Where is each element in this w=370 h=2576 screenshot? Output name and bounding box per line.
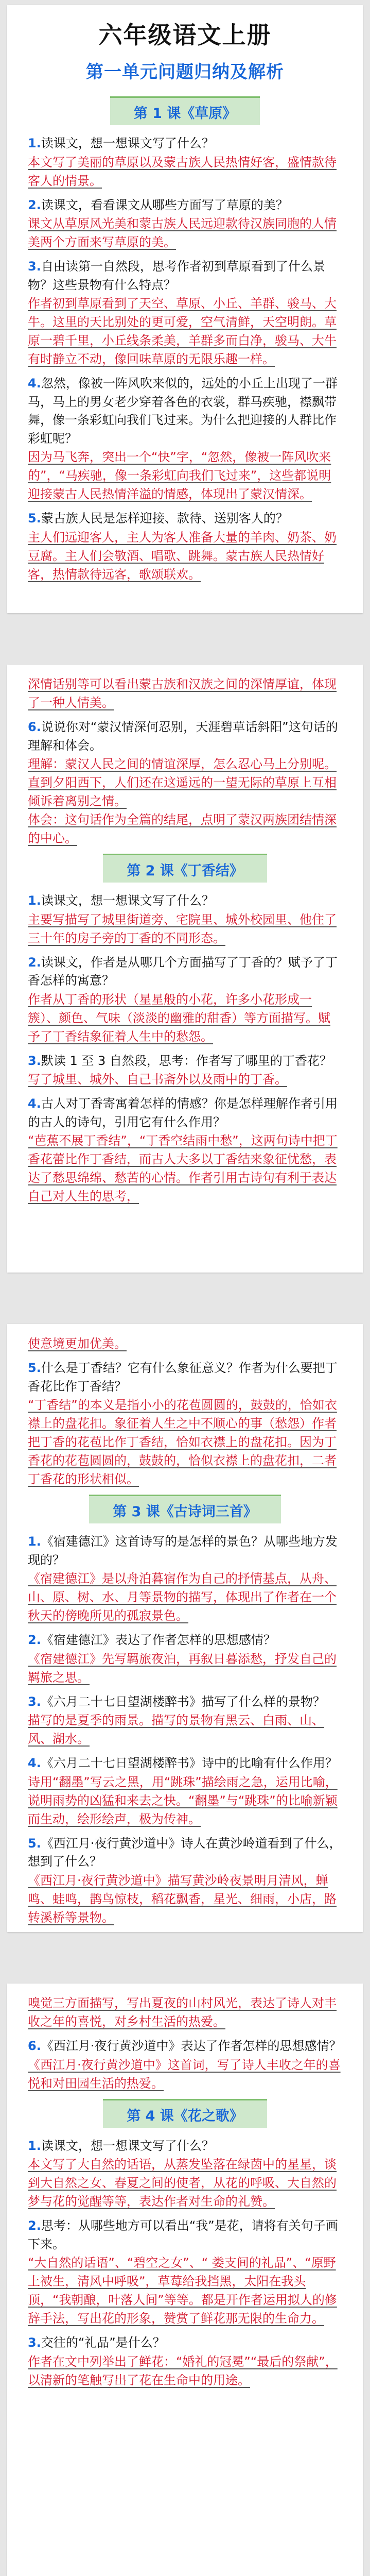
question: [28, 258, 342, 294]
lesson-title: 第 3 课《古诗词三首》: [89, 1495, 281, 1523]
question: [28, 1359, 342, 1396]
answer: 课文从草原风光美和蒙古族人民远迎款待汉族同胞的人情美两个方面来写草原的美。: [28, 216, 337, 250]
answer: 作者初到草原看到了天空、草原、小丘、羊群、骏马、大牛。这里的天比别处的更可爱，空气清鲜，天空明朗。草原一碧千里，小丘线条柔美，羊群多而白净，骏马、大牛有时静立不动，像回味草原的无限乐趣一样。: [28, 296, 337, 367]
answer: 作者从丁香的形状（星星般的小花，许多小花形成一簇）、颜色、气味（淡淡的幽雅的甜香）等方面描写。赋予了丁香结象征着人生中的愁怨。: [28, 992, 330, 1044]
question-text: 古人对丁香寄寓着怎样的情感？你是怎样理解作者引用的古人的诗句，引用它有什么作用？: [28, 1096, 338, 1129]
question-number: 3.: [28, 1053, 41, 1068]
page-2: [7, 665, 363, 1273]
question-number: 6.: [28, 720, 41, 734]
question-text: 自由读第一自然段，思考作者初到草原看到了什么景物？这些景物有什么特点？: [28, 259, 325, 292]
question-text: 《六月二十七日望湖楼醉书》描写了什么样的景物？: [41, 1694, 325, 1709]
question-text: 读课文，作者是从哪几个方面描写了丁香的？赋予了丁香怎样的寓意？: [28, 955, 338, 988]
question: [28, 1095, 342, 1131]
answer: “芭蕉不展丁香结”，“丁香空结雨中愁”，这两句诗中把丁香花蕾比作丁香结，而古人大多以丁香结来象征忧愁，表达了愁思绵绵、愁苦的心情。作者引用古诗句有利于表达自己对人生的思考，: [28, 1133, 338, 1204]
question: [28, 2217, 342, 2253]
answer: 主要写描写了城里街道旁、宅院里、城外校园里、他住了三十年的房子旁的丁香的不同形态。: [28, 912, 337, 945]
question: [28, 2137, 342, 2156]
answer: 因为马飞奔，突出一个“快”字，“忽然，像被一阵风吹来的”，“马疾驰，像一条彩虹向我们飞过来”，这些都说明迎接蒙古人民热情洋溢的情感，体现出了蒙汉情深。: [28, 450, 331, 502]
question-text: 读课文，想一想课文写了什么？: [41, 893, 214, 908]
answer: 写了城里、城外、自己书斋外以及雨中的丁香。: [28, 1072, 287, 1087]
question-number: 1.: [28, 893, 41, 908]
question-number: 2.: [28, 197, 41, 212]
answer: 《西江月·夜行黄沙道中》描写黄沙岭夜景明月清风，蝉鸣、蛙鸣，鹊鸟惊枝，稻花飘香，星光、细雨，小店，路转溪桥等景物。: [28, 1873, 337, 1925]
question-number: 2.: [28, 2218, 41, 2233]
answer: 《西江月·夜行黄沙道中》这首词，写了诗人丰收之年的喜悦和对田园生活的热爱。: [28, 2057, 341, 2091]
question-number: 3.: [28, 259, 41, 274]
question-number: 5.: [28, 1361, 41, 1375]
lesson-title: 第 4 课《花之歌》: [103, 2099, 267, 2128]
question: [28, 375, 342, 448]
question: [28, 2037, 342, 2056]
question-text: 读课文，想一想课文写了什么？: [41, 2138, 214, 2153]
question-number: 4.: [28, 376, 41, 391]
question: [28, 1693, 342, 1711]
question-number: 5.: [28, 1836, 41, 1851]
question-text: 读课文，看看课文从哪些方面写了草原的美？: [41, 197, 288, 212]
question-text: 蒙古族人民是怎样迎接、款待、送别客人的？: [41, 511, 288, 526]
question: [28, 1754, 342, 1773]
question: [28, 196, 342, 215]
question: [28, 954, 342, 990]
answer: 诗用“翻墨”写云之黑，用“跳珠”描绘雨之急，运用比喻，说明雨势的凶猛和来去之快。“翻墨”与“跳珠”的比喻新颖而生动，绘形绘声，极为传神。: [28, 1774, 338, 1826]
question-number: 1.: [28, 2138, 41, 2153]
lesson-title: 第 1 课《草原》: [110, 96, 260, 125]
question-text: 《西江月·夜行黄沙道中》诗人在黄沙岭道看到了什么，想到了什么？: [28, 1836, 342, 1869]
page-4: [7, 1984, 363, 2576]
answer: “大自然的话语”、“碧空之女”、“ 娄支间的礼品”、“原野上被生，清风中呼吸”，草莓给我挡黑，太阳在我头顶，“我朝酿，叶落人间”等等。都是开作者运用拟人的修辞手法，写出花的形象，赞赏了鲜花那无限的生命力。: [28, 2256, 337, 2326]
question-text: 《宿建德江》表达了作者怎样的思想感情？: [41, 1633, 276, 1648]
unit-title: 第一单元问题归纳及解析: [86, 62, 284, 82]
qa-list: [28, 134, 342, 584]
answer: 本文写了美丽的草原以及蒙古族人民热情好客，盛情款待客人的情景。: [28, 155, 337, 188]
question-text: 《宿建德江》这首诗写的是怎样的景色？从哪些地方发现的？: [28, 1534, 338, 1567]
question: [28, 718, 342, 755]
answer: 主人们远迎客人，主人为客人准备大量的羊肉、奶茶、奶豆腐。主人们会敬酒、唱歌、跳舞。蒙古族人民热情好客，热情款待远客，歌颂联欢。: [28, 530, 337, 582]
answer: 《宿建德江》是以舟泊暮宿作为自己的抒情基点，从舟、山、原、树、水、月等景物的描写，体现出了作者在一个秋天的傍晚所见的孤寂景色。: [28, 1571, 337, 1623]
question-number: 1.: [28, 1534, 41, 1549]
question-number: 3.: [28, 2335, 41, 2350]
question: [28, 1631, 342, 1650]
question-text: 《六月二十七日望湖楼醉书》诗中的比喻有什么作用？: [41, 1756, 338, 1771]
answer-continued: 深情话别等可以看出蒙古族和汉族之间的深情厚谊，体现了一种人情美。: [28, 677, 337, 710]
document-title: 六年级语文上册: [98, 21, 272, 49]
question-number: 6.: [28, 2039, 41, 2053]
question-number: 1.: [28, 136, 41, 150]
question: [28, 510, 342, 528]
question-number: 4.: [28, 1756, 41, 1771]
question-text: 思考：从哪些地方可以看出“我”是花，请将有关句子画下来。: [28, 2218, 338, 2251]
answer-continued: 使意境更加优美。: [28, 1336, 127, 1351]
question-number: 2.: [28, 955, 41, 970]
answer: 《宿建德江》先写羁旅夜泊，再叙日暮添愁，抒发自己的羁旅之思。: [28, 1651, 337, 1685]
question-text: 说说你对“蒙汉情深何忍别，天涯碧草话斜阳”这句话的理解和体会。: [28, 720, 338, 753]
question: [28, 134, 342, 153]
question-number: 2.: [28, 1633, 41, 1648]
lesson-header: [28, 854, 342, 883]
answer: 描写的是夏季的雨景。描写的景物有黑云、白雨、山、风、湖水。: [28, 1713, 324, 1747]
answer: 本文写了大自然的话语，从蒸发坠落在绿茵中的星星，谈到大自然之女、春夏之间的使者，从花的呼吸、大自然的梦与花的觉醒等等，表达作者对生命的礼赞。: [28, 2157, 337, 2209]
page-3: [7, 1324, 363, 1932]
question-number: 4.: [28, 1096, 41, 1111]
question-text: 《西江月·夜行黄沙道中》表达了作者怎样的思想感情？: [41, 2039, 342, 2053]
question-text: 什么是丁香结？它有什么象征意义？作者为什么要把丁香花比作丁香结？: [28, 1361, 338, 1394]
question-number: 3.: [28, 1694, 41, 1709]
question-number: 5.: [28, 511, 41, 526]
page-1: [7, 5, 363, 613]
question-text: 读课文，想一想课文写了什么？: [41, 136, 214, 150]
lesson-header: [28, 96, 342, 125]
question-text: 交往的“礼品”是什么？: [41, 2335, 165, 2350]
lesson-title: 第 2 课《丁香结》: [103, 854, 267, 883]
question-text: 默读 1 至 3 自然段，思考：作者写了哪里的丁香花？: [41, 1053, 332, 1068]
answer: 理解：蒙汉人民之间的情谊深厚，怎么忍心马上分别呢。直到夕阳西下，人们还在这遥远的一望无际的草原上互相倾诉着离别之情。 体会：这句话作为全篇的结尾，点明了蒙汉两族团结情深的中心。: [28, 757, 337, 846]
question: [28, 2334, 342, 2352]
answer: 作者在文中列举出了鲜花：“婚礼的冠冕”“最后的祭献”，以清新的笔触写出了花在生命中的用途。: [28, 2354, 338, 2387]
question: [28, 1052, 342, 1071]
answer-continued: 嗅觉三方面描写，写出夏夜的山村风光，表达了诗人对丰收之年的喜悦，对乡村生活的热爱。: [28, 1996, 337, 2029]
lesson-header: [28, 1495, 342, 1523]
lesson-header: [28, 2099, 342, 2128]
question: [28, 892, 342, 910]
question: [28, 1533, 342, 1569]
answer: “丁香结”的本义是指小小的花苞圆圆的，鼓鼓的，恰如衣襟上的盘花扣。象征着人生之中不顺心的事（愁怨）作者把丁香的花苞比作丁香结，恰如衣襟上的盘花扣。因为丁香花的花苞圆圆的，鼓鼓的，恰似衣襟上的盘花扣，二者丁香花的形状相似。: [28, 1398, 337, 1487]
question-text: 忽然，像被一阵风吹来似的，远处的小丘上出现了一群马，马上的男女老少穿着各色的衣裳，群马疾驰，襟飘带舞，像一条彩虹向我们飞过来。为什么把迎接的人群比作彩虹呢？: [28, 376, 338, 446]
question: [28, 1835, 342, 1871]
